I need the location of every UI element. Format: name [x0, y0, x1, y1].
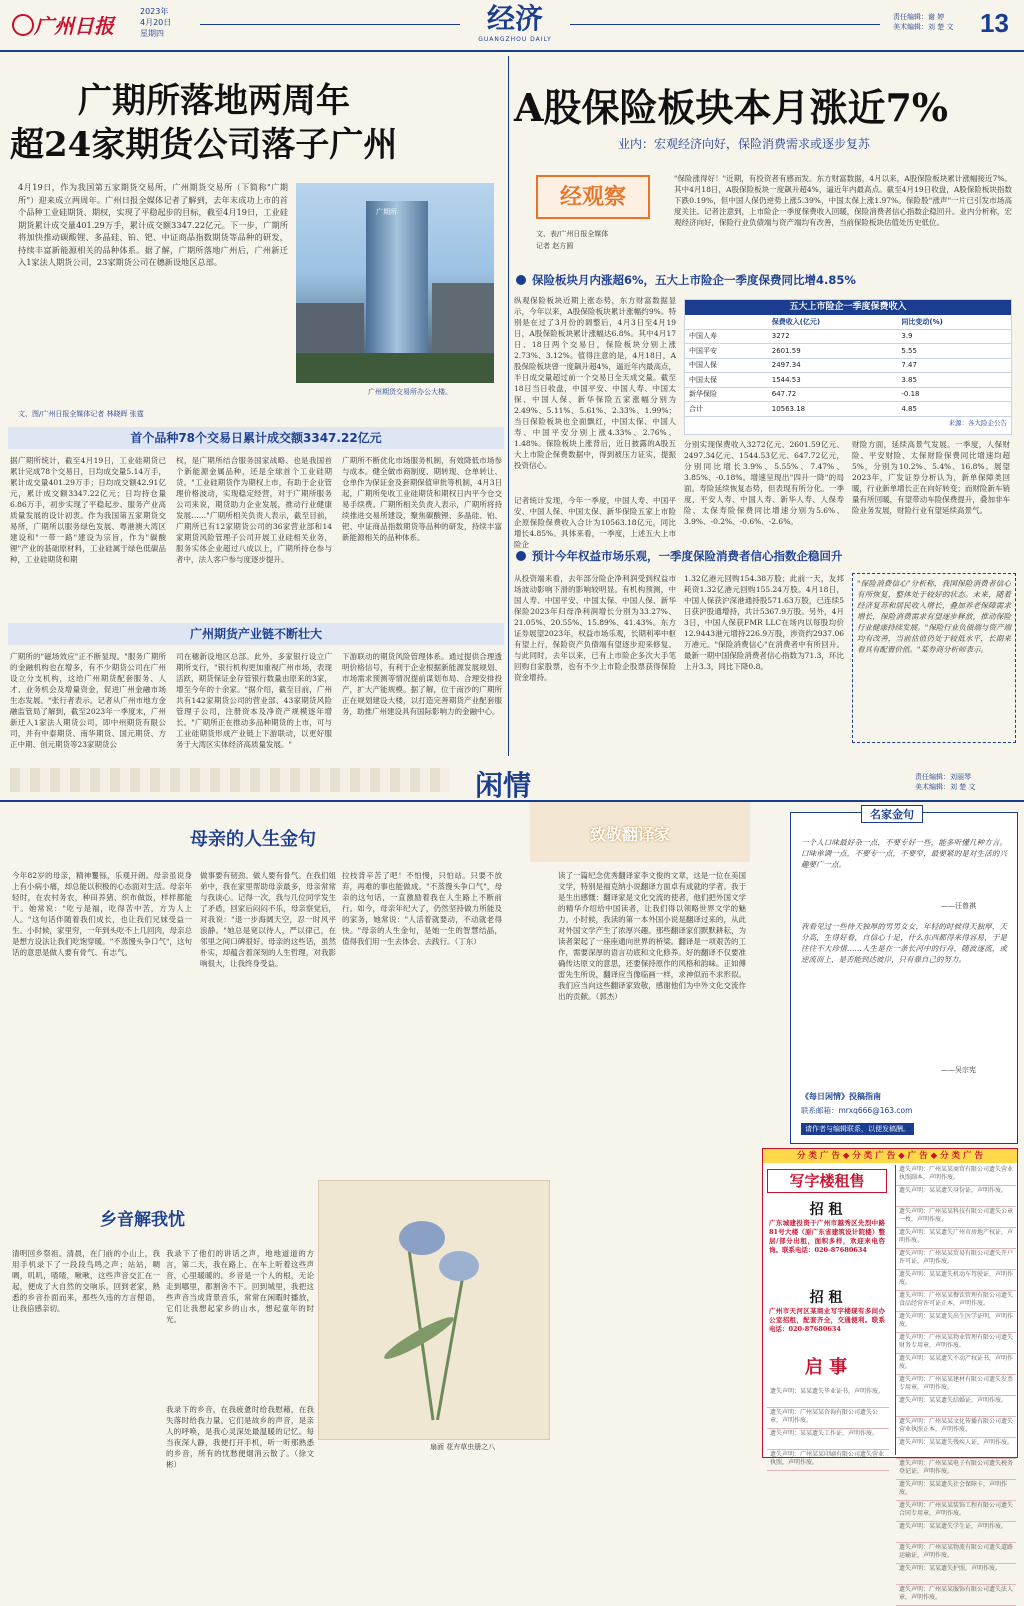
table-row: 合计 10563.18 4.85 — [685, 402, 1011, 417]
column-badge: 经观察 文、表/广州日报全媒体 记者 赵方圆 — [516, 167, 666, 265]
subhead-bullet-icon — [516, 275, 526, 285]
left-sub1-col3: 广期所不断优化市场服务机制，有效降低市场参与成本。健全做市商制度、期转现、仓单转让、仓单作为保证金及套期保值审批等机制，4月3日起，广期所免收工业硅期货和期权日内平今仓交易手续费。广期所相关负责人表示，广期所将持续推进交易所建设，聚焦碳酸锂、多晶硅、铂、钯、中证商品指数期货等品种的研发，持续丰富新能源相关的品种体系。 — [342, 456, 502, 542]
ads-header: 分 类 广 告 ◆ 分 类 广 告 ◆ 广 告 ◆ 分 类 广 告 — [763, 1149, 1017, 1163]
flower-painting — [318, 1180, 550, 1440]
list-item: 遗失声明：某某遗失身份证，声明作废。 — [896, 1186, 1016, 1207]
list-item: 遗失声明：广州某某贸易有限公司遗失开户许可证，声明作废。 — [896, 1249, 1016, 1270]
table-row: 中国平安 2601.59 5.55 — [685, 344, 1011, 359]
quote-1-author: ——汪曾祺 — [941, 902, 976, 910]
mother-col2: 做事要有韧劲。做人要有骨气。在我们姐弟中，我在家里帮助母亲最多，母亲常常与我谈心。记得一次，我与几位同学发生了矛盾，回家后闷闷不乐，母亲察觉后，对我说："退一步海阔天空，忍一时风平浪静。"她总是宽以待人，严以律己，在邻里之间口碑很好。母亲的这些话，虽然朴实，却蕴含着深刻的人生哲理，对我影响很大，让我终身受益。 — [200, 871, 336, 968]
list-item: 遗失声明：广州某某文化传播有限公司遗失营业执照正本，声明作废。 — [896, 1417, 1016, 1438]
left-headline-line2: 超24家期货公司落子广州 — [10, 125, 398, 165]
list-item: 遗失声明：某某遗失出生医学证明，声明作废。 — [896, 1312, 1016, 1333]
list-item: 遗失声明：某某遗失机动车驾驶证，声明作废。 — [896, 1270, 1016, 1291]
page-number: 13 — [980, 8, 1009, 38]
right-lead: "保险涨得好！"近期，有投资者有感而发。东方财富数据，4月以来，A股保险板块累计涨幅接近7%。其中4月18日，A股保险板块一度飙升超4%，逼近年内最高点。截至4月19日收盘，A股保险板块指数下跌0.19%，但中国人保仍逆势上涨5.39%，中国太保上涨1.97%。保险股"涨声"一片已引发市场高度关注。记者注意到，上市险企一季度保费收入回暖，保险消费者信心指数企稳回升。业内分析称，宏观经济向好，保险行业负债端与资产端均有改善，当前保险板块估值处历史低位。 — [674, 174, 1012, 227]
submit-email[interactable]: 联系邮箱：mrxq666@163.com — [801, 1106, 913, 1115]
table-row: 中国太保 1544.53 3.85 — [685, 373, 1011, 388]
list-item: 遗失声明：广州某某建材有限公司遗失发票专用章，声明作废。 — [896, 1375, 1016, 1396]
list-item: 遗失声明：某某遗失毕业证书，声明作废。 — [767, 1387, 889, 1408]
xiangyin-col1: 清明回乡祭祖。清晨，在门前的小山上，我用手机录下了一段段鸟鸣之声；站站，啁啁，叽叽，喳喳，啾啾，这些声音交汇在一起，便成了大自然的交响乐。回到老家，熟悉的乡音扑面而来，那些久违的方言俚语，让我倍感亲切。 — [12, 1249, 160, 1313]
right-headline: A股保险板块本月涨近7% — [514, 85, 949, 130]
xianqing-header — [0, 762, 1024, 802]
flower-bloom-2 — [439, 1251, 479, 1281]
exchange-building-photo: 广期所 — [296, 183, 494, 383]
zhaozu-text: 广东城建投资于广州市越秀区先烈中路81号大楼（原广东省建筑设计院楼）整层/部分出租，面积多样，欢迎来电咨询。联系电话：020-87680634 — [769, 1219, 885, 1254]
xiangyin-col3: 我录下的乡音，在我疲惫时给我慰藉，在我失落时给我力量。它们是故乡的声音，是亲人的呼唤，是我心灵深处最温暖的记忆。每当夜深人静，我便打开手机，听一听那熟悉的乡音，所有的忧愁便烟消云散了。（徐文彬） — [166, 1405, 314, 1469]
xiangyin-col2: 我录下了他们的讲话之声，地地道道的方言，第二天，我在路上、在车上听着这些声音，心里暖暖的。乡音是一个人的根，无论走到哪里，都割舍不下。回到城里，我把这些声音当成背景音乐，常常在闲暇时播放，它们让我想起家乡的山水，想起童年的时光。 — [166, 1249, 314, 1324]
right-sub1-col1b: 记者统计发现，今年一季度，中国人寿、中国平安、中国人保、中国太保、新华保险五家上市险企原保险保费收入合计为10563.18亿元，同比增长4.85%。具体来看，一季度，上述五大上市险企 — [514, 496, 676, 549]
list-item: 遗失声明：某某遗失广州市房地产权证，声明作废。 — [896, 1228, 1016, 1249]
list-item: 遗失声明：广州某某咨询有限公司遗失公章，声明作废。 — [767, 1408, 889, 1429]
trees — [296, 353, 494, 383]
masthead-right-rule — [570, 24, 880, 25]
ads-left-col — [763, 1165, 893, 1466]
premium-table-title: 五大上市险企一季度保费收入 — [685, 300, 1011, 315]
list-item: 遗失声明：某某遗失社会保障卡，声明作废。 — [896, 1480, 1016, 1501]
left-sub1-col1: 据广期所统计，截至4月19日，工业硅期货已累计完成78个交易日，日均成交量5.14万手，累计成交量401.29万手；日均成交额42.91亿元，累计成交额3347.22亿元；日均持仓量6.86万手，初步实现了平稳起步、服务产业高质量发展的设计初衷。作为我国第五家期货交易所，广期所以服务绿色发展、粤港澳大湾区建设和"一带一路"建设为宗旨，作为"碳酸锂"产业的基础原材料，工业硅属于绿色低碳品种，工业硅期货和期 — [10, 456, 166, 564]
list-item: 遗失声明：广州某某服饰有限公司遗失法人章，声明作废。 — [896, 1585, 1016, 1606]
list-item: 遗失声明：某某遗失工作证，声明作废。 — [767, 1429, 889, 1450]
submit-title: 《每日闲情》投稿指南 — [801, 1092, 881, 1101]
quote-2: 我看见过一些侍天独厚的男男女女，年轻的时候得天独厚，天分高，生得好看，自信心十足，什么东西都得来得容易，于是往往不大珍惜……人生是在一条长河中的行舟，随波逐流，或逆流而上，是否能到达彼岸，只有靠自己的努力。 — [801, 922, 1007, 964]
right-sub2-col3: "保险消费信心"分析称，我国保险消费者信心有所恢复，整体处于较好的状态。未来，随着经济复苏和居民收入增长，叠加养老保障需求增长，保险消费需求有望逐步释放，推动保险行业健康持续发展。"保险行业负债端与资产端均有改善，当前估值仍处于较低水平，长期来看具有配置价值。"某券商分析师表示。 — [852, 573, 1016, 743]
header-pattern — [10, 768, 450, 792]
subhead-bullet-icon — [516, 551, 526, 561]
quote-1: 一个人口味最好杂一点，不要专好一些，能多听懂几种方言。口味单调一点，不要专一点，不要窄，最要紧的是对生活的兴趣要广一点。 — [801, 838, 1007, 869]
editor-credits: 责任编辑：谢 婷 美术编辑：刘 楚 文 — [893, 13, 954, 31]
right-sub1-col1: 纵观保险板块近期上涨态势，东方财富数据显示，今年以来，A股保险板块累计涨幅约9%。特别是在过了3月份的调整后，4月3日至4月19日，A股保险板块累计涨幅达6.8%。其中4月17日、18日两个交易日，保险板块分别上涨2.73%、3.12%。值得注意的是，4月18日，A股保险板块曾一度飙升超4%，逼近年内最高点，半日成交量超过前一个交易日全天成交量。截至18日当日收盘，中国平安、中国人寿、中国太保、中国人保、新华保险五家涨幅分别为2.49%、5.11%、5.61%、2.33%、1.99%；当日保险板块也全面飘红，中国太保、中国人寿、中国平安分别上涨4.33%、2.76%、1.48%。保险板块上涨背后，近日披露的A股五大上市险企保费数据中，得到被压力证实，提振投资信心。 — [514, 296, 676, 470]
masthead — [0, 0, 1024, 52]
photo-caption: 广州期货交易所办公大楼。 — [368, 388, 452, 396]
ads-bottom-list — [767, 1387, 889, 1471]
zhaozu-title: 招 租 — [809, 1202, 843, 1218]
right-story — [512, 55, 1016, 760]
left-headline-line1: 广期所落地两周年 — [78, 81, 350, 121]
list-item: 遗失声明：广州某某电子有限公司遗失税务登记证，声明作废。 — [896, 1459, 1016, 1480]
right-sub1-col3: 财险方面，延续高景气发展。一季度，人保财险、平安财险、太保财险保费同比增速均超5%，分别为10.2%、5.4%、16.8%。展望2023年，广发证券分析认为，新单保障类回暖，行业新单增长正在向好转变；而财险新车销量有所回暖，有望带动车险保费提升，叠加非车险业务发展，财险行业有望延续高景气。 — [852, 440, 1010, 515]
flower-stem-2 — [436, 1272, 465, 1420]
zhaozu2-title: 招 租 — [809, 1290, 843, 1306]
classified-ads — [762, 1148, 1018, 1601]
table-source: 来源：各大险企公告 — [948, 418, 1007, 427]
section-title: 经济 GUANGZHOU DAILY — [478, 2, 552, 43]
rent-title: 写字楼租售 — [767, 1169, 887, 1193]
right-sub1-col2: 分别实现保费收入3272亿元、2601.59亿元、2497.34亿元、1544.53亿元、647.72亿元，分别同比增长3.9%、5.55%、7.47%、3.85%、-0.18%。增速呈现出"四升一降"的局面。寿险延续恢复态势，但表现有所分化。一季度，平安人寿、中国人寿、新华人寿、人保寿险、太保寿险保费同比增速分别为5.6%、3.9%、-0.2%、-0.6%、-2.6%。 — [684, 440, 844, 526]
painting-caption: 扇面 花卉草虫册之八 — [430, 1443, 496, 1451]
quote-2-author: ——吴宗宪 — [941, 1066, 976, 1074]
xianqing-title: 闲情 — [475, 769, 532, 802]
list-item: 遗失声明：广州某某装饰工程有限公司遗失合同专用章，声明作废。 — [896, 1501, 1016, 1522]
qishi-title: 启 事 — [804, 1357, 848, 1378]
right-subhead-2: 预计今年权益市场乐观，一季度保险消费者信心指数企稳回升 — [512, 545, 1016, 567]
table-row: 新华保险 647.72 -0.18 — [685, 387, 1011, 402]
masthead-left-rule — [200, 24, 460, 25]
left-story — [8, 55, 504, 760]
submit-note: 请作者与编辑联系，以便发稿酬。 — [801, 1123, 914, 1135]
table-row: 中国人保 2497.34 7.47 — [685, 358, 1011, 373]
premium-table-grid — [685, 315, 1011, 417]
left-sub2-col3: 下游联动的期货风险管理体系。通过提供合理透明价格信号，有利于企业根据新能源发展规划、市场需求预测等情况提前谋划布局、合理安排投产，扩大产能规模。据了解，位于南沙的广期所正在规划建设大楼，以打造完善期货产业配套服务，助推广州建设具有国际影响力的金融中心。 — [342, 652, 502, 716]
xianqing-editors: 责任编辑：刘丽琴 美术编辑：刘 楚 文 — [915, 773, 976, 791]
newspaper-logo: 广州日报 — [12, 10, 132, 38]
zhaozu2-text: 广州市天河区某商业写字楼现有多间办公室招租，配套齐全，交通便利。联系电话：020-87680634 — [769, 1307, 885, 1333]
table-header-row: 保费收入(亿元) 同比变动(%) — [685, 315, 1011, 329]
left-subhead-1: 首个品种78个交易日累计成交额3347.22亿元 — [8, 427, 504, 449]
premium-table — [684, 299, 1012, 435]
list-item: 遗失声明：广州某某餐饮管理有限公司遗失食品经营许可证正本，声明作废。 — [896, 1291, 1016, 1312]
left-sub2-col1: 广期所的"磁场效应"正不断显现。"服务广期所的金融机构也在增多，有不少期货公司在广州设立分支机构，这给广州期货配套服务、人才、业务机会及增量资金，促进广州金融市场生态发展。"张行者表示。记者从广州市地方金融监管局了解到，截至2023年一季度末，广州新迁入1家法人期货公司，即中州期货有限公司，并有中泰期货、南华期货、国元期货、方正中期、创元期货等23家期货公 — [10, 652, 166, 749]
logo-circle-icon — [12, 14, 34, 36]
column-badge-box: 经观察 — [536, 175, 650, 219]
list-item: 遗失声明：广州某某物业管理有限公司遗失财务专用章，声明作废。 — [896, 1333, 1016, 1354]
list-item: 遗失声明：广州某某科技有限公司遗失公章一枚，声明作废。 — [896, 1207, 1016, 1228]
fanyi-text: 读了一篇纪念优秀翻译家李文俊的文章，这是一位在美国文学，特别是福克纳小说翻译方面卓有成就的学者。我于是生出感慨：翻译家是文化交流的使者，他们把外国文学的精华介绍给中国读者，让我们得以领略世界文学的魅力。小时候，我读的第一本外国小说是翻译过来的，从此对外国文学产生了浓厚兴趣。那些翻译家们默默耕耘，为读者架起了一座座通向世界的桥梁。翻译是一项艰苦的工作，需要深厚的语言功底和文化修养。好的翻译不仅要准确传达原文的意思，还要保持原作的风格和韵味。正如傅雷先生所说，翻译应当像临画一样，求神似而不求形似。我们应当向这些翻译家致敬，感谢他们为中外文化交流作出的贡献。（郭杰） — [558, 871, 746, 1001]
left-sub2-col2: 司在穗新设地区总部。此外，多家银行设立广期所支行，"银行机构更加重视广州市场，表现活跃，期货保证金存管银行数量由原来的3家，增至今年的十余家。"据介绍，截至目前，广州共有142家期货公司的营业部、43家期货风险管理子公司，注册资本及净资产规模逐年增长。"广期所正在推动多品种期货的上市，可与工业硅期货形成产业链上下游联动，以更好服务于大湾区实体经济高质量发展。" — [176, 652, 332, 749]
column-divider — [508, 56, 509, 756]
quotes-box — [790, 808, 1018, 1144]
right-sub2-col1: 从投资端来看，去年部分险企净利润受到权益市场波动影响下滑的影响较明显。有机构预测，中国人寿、中国平安、中国太保、中国人保、新华保险2023年归母净利润增长分别为33.27%、21.05%、20.55%、15.89%、41.43%。东方证券展望2023年，权益市场乐观，长期利率中枢有望上行，保险资产负债端有望逐步迎来修复。与此同时，去年以来，已有上市险企多次大手笔回购自家股票，也有不少上市险企股票获得保险资金增持。 — [514, 574, 676, 682]
issue-date: 2023年 4月20日 星期四 — [140, 7, 172, 38]
list-item: 遗失声明：某某遗失护照，声明作废。 — [896, 1564, 1016, 1585]
list-item: 遗失声明：某某遗失结婚证，声明作废。 — [896, 1396, 1016, 1417]
mother-title: 母亲的人生金句 — [190, 829, 316, 850]
list-item: 遗失声明：某某遗失不动产权证书，声明作废。 — [896, 1354, 1016, 1375]
table-row: 中国人寿 3272 3.9 — [685, 329, 1011, 344]
right-subhead-1: 保险板块月内涨超6%，五大上市险企一季度保费同比增4.85% — [512, 269, 1016, 291]
mother-col1: 今年82岁的母亲，精神矍铄，乐观开朗。母亲虽说身上有小病小痛，却总能以积极的心态面对生活。母亲年轻时，在农村务农，种田养猪、织布做饭，样样都能干。她常说："吃亏是福，吃得苦中苦，方为人上人。"这句话伴随着我们成长，也让我们兄妹受益一生。小时候，家里穷，一年到头吃不上几回肉，母亲总是想方设法让我们吃饱穿暖。"不蒸馒头争口气"，这句话的意思是做人要有骨气、有志气。 — [12, 871, 192, 957]
list-item: 遗失声明：某某遗失残疾人证，声明作废。 — [896, 1438, 1016, 1459]
list-item: 遗失声明：某某遗失学生证，声明作废。 — [896, 1522, 1016, 1543]
mother-col3: 拉枝背辛苦了吧！不怕慢，只怕站。只要不放弃，再难的事也能做成。"不蒸馒头争口气"，母亲的这句话，一直激励着我在人生路上不断前行。如今，母亲年纪大了，仍然坚持做力所能及的家务，她常说："人活着就要动，不动就老得快。"母亲的人生金句，是她一生的智慧结晶，值得我们用一生去体会、去践行。（丁东） — [342, 871, 502, 946]
list-item: 遗失声明：广州某某印刷有限公司遗失营业执照，声明作废。 — [767, 1450, 889, 1471]
right-subheadline: 业内：宏观经济向好，保险消费需求或逐步复苏 — [618, 137, 871, 151]
xiangyin-title: 乡音解我忧 — [100, 1210, 185, 1230]
fanyi-title-box: 致敬翻译家 — [530, 802, 750, 862]
left-lead: 4月19日，作为我国第五家期货交易所，广州期货交易所（下简称"广期所"）迎来成立两周年。广州日报全媒体记者了解到，去年末成功上市的首个品种工业硅期货、期权，实现了平稳起步的目标，截至4月19日，工业硅期货累计成交量401.29万手，累计成交额3347.22亿元。下一步，广期所将加快推动碳酸锂、多晶硅、铂、钯、中证商品指数期货等品种的研发，持续丰富新能源相关的品种体系。据了解，广期所落地广州后，广州新迁入1家法人期货公司，23家期货公司在穗新设地区总部。 — [18, 182, 288, 267]
ads-right-col — [895, 1165, 1016, 1601]
list-item: 遗失声明：广州某某商贸有限公司遗失营业执照副本，声明作废。 — [896, 1165, 1016, 1186]
left-byline: 文、图/广州日报全媒体记者 林晓晖 张霆 — [18, 410, 144, 418]
list-item: 遗失声明：广州某某物流有限公司遗失道路运输证，声明作废。 — [896, 1543, 1016, 1564]
quotes-title: 名家金句 — [861, 805, 923, 823]
flower-bloom-1 — [399, 1221, 445, 1255]
left-subhead-2: 广州期货产业链不断壮大 — [8, 623, 504, 645]
right-sub2-col2: 1.32亿港元回购154.38万股；此前一天，友邦耗资1.32亿港元回购155.24万股。4月18日，中国人保获沪深港通持股571.63万股，已连续5日获沪股通增持，共计5367.9万股。另外，4月3日，中国人保获FMR LLC在场内以每股均价12.9443港元增持226.9万股，涉资约2937.06万港元。"保险消费信心"在消费者中有所回升。最新一期中国保险消费者信心指数为71.3，环比上升3.3，同比下降0.8。 — [684, 574, 844, 671]
left-sub1-col2: 权，是广期所结合服务国家战略、也是我国首个新能源金属品种，还是全球首个工业硅期货。"工业硅期货作为期权上市，有助于企业管理价格波动，实现稳定经营，对于广期所服务公司来说，期货助力企业发展，推动行业健康发展……"广期所相关负责人表示，截至目前，广期所已有12家期货公司的36家营业部和14家期货风险管理子公司开展工业硅相关业务，服务实体企业超过八成以上，广期所持仓参与者中，法人客户参与度逐步提升。 — [176, 456, 332, 564]
